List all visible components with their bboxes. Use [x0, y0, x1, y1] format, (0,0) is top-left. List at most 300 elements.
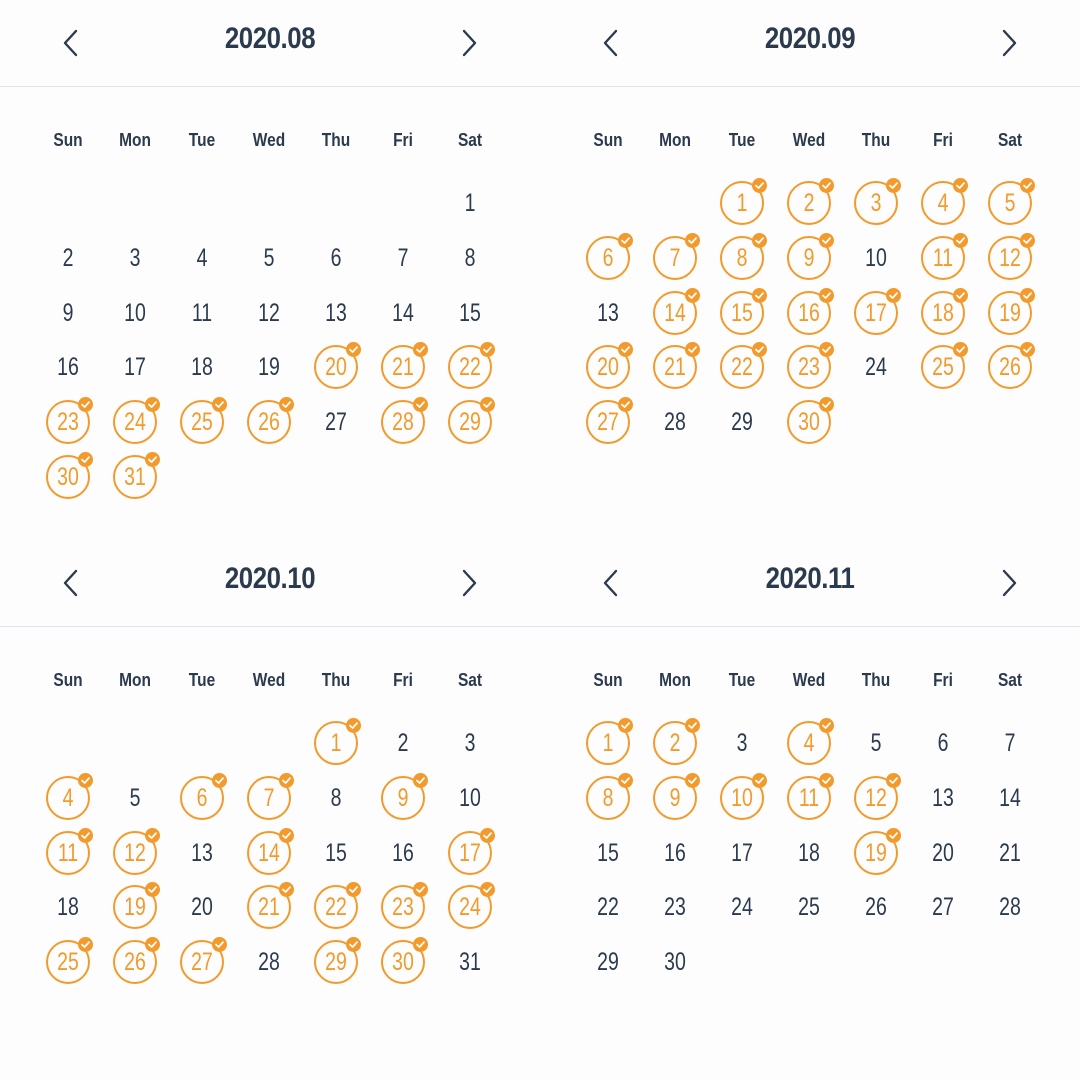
day-number: 27 [325, 408, 347, 437]
day-number: 11 [798, 783, 820, 812]
weekday-label: Tue [188, 670, 216, 690]
day-cell-checked[interactable] [314, 885, 358, 929]
day-number: 22 [325, 893, 347, 922]
day-number: 30 [392, 948, 414, 977]
day-cell[interactable] [653, 940, 697, 984]
day-number: 5 [263, 243, 275, 272]
day-number: 11 [191, 298, 213, 327]
day-number: 10 [865, 243, 887, 272]
day-cell-checked[interactable] [854, 291, 898, 335]
day-cell[interactable] [988, 776, 1032, 820]
day-cell-checked[interactable] [46, 940, 90, 984]
check-badge-icon [819, 288, 834, 303]
day-cell-checked[interactable] [381, 400, 425, 444]
day-cell-checked[interactable] [113, 885, 157, 929]
day-cell-checked[interactable] [314, 721, 358, 765]
day-cell[interactable] [113, 345, 157, 389]
day-number: 19 [124, 893, 146, 922]
check-badge-icon [819, 342, 834, 357]
day-number: 2 [803, 189, 815, 217]
check-badge-icon [212, 397, 227, 412]
day-number: 19 [999, 298, 1021, 327]
check-badge-icon [953, 233, 968, 248]
day-cell-checked[interactable] [586, 400, 630, 444]
day-cell[interactable] [247, 345, 291, 389]
day-cell[interactable] [180, 236, 224, 280]
weekday-label: Mon [119, 670, 151, 690]
day-cell-checked[interactable] [113, 940, 157, 984]
day-cell[interactable] [46, 885, 90, 929]
day-cell-checked[interactable] [448, 345, 492, 389]
weekday-label: Thu [321, 130, 351, 150]
day-cell-checked[interactable] [720, 776, 764, 820]
day-number: 23 [392, 893, 414, 922]
day-number: 23 [664, 893, 686, 922]
day-cell[interactable] [448, 776, 492, 820]
day-cell[interactable] [854, 345, 898, 389]
day-number: 24 [124, 408, 146, 437]
day-number: 20 [191, 893, 213, 922]
day-cell-checked[interactable] [448, 885, 492, 929]
day-number: 17 [459, 838, 481, 867]
check-badge-icon [953, 342, 968, 357]
day-number: 24 [459, 893, 481, 922]
day-number: 15 [731, 298, 753, 327]
day-cell-checked[interactable] [988, 236, 1032, 280]
day-cell-checked[interactable] [247, 885, 291, 929]
day-cell-checked[interactable] [247, 400, 291, 444]
day-number: 6 [196, 783, 208, 812]
day-number: 23 [57, 408, 79, 437]
check-badge-icon [480, 397, 495, 412]
day-cell-checked[interactable] [921, 345, 965, 389]
check-badge-icon [279, 828, 294, 843]
day-cell[interactable] [586, 940, 630, 984]
day-cell[interactable] [988, 831, 1032, 875]
check-badge-icon [145, 828, 160, 843]
day-number: 14 [392, 298, 414, 327]
day-number: 22 [459, 353, 481, 382]
check-badge-icon [279, 397, 294, 412]
day-cell[interactable] [113, 291, 157, 335]
check-badge-icon [752, 288, 767, 303]
day-number: 14 [664, 298, 686, 327]
day-number: 9 [803, 243, 815, 272]
day-number: 29 [597, 948, 619, 977]
day-number: 12 [999, 243, 1021, 272]
day-cell-checked[interactable] [586, 345, 630, 389]
weekday-label: Wed [252, 670, 286, 690]
day-cell-checked[interactable] [653, 236, 697, 280]
check-badge-icon [480, 828, 495, 843]
day-number: 9 [62, 298, 74, 327]
day-cell-checked[interactable] [314, 940, 358, 984]
check-badge-icon [618, 233, 633, 248]
weekday-label: Sat [997, 130, 1023, 150]
month-title: 2020.10 [224, 562, 316, 595]
day-number: 4 [803, 729, 815, 757]
day-number: 6 [602, 243, 614, 272]
day-cell-checked[interactable] [381, 940, 425, 984]
day-number: 28 [258, 948, 280, 977]
check-badge-icon [78, 828, 93, 843]
day-cell[interactable] [653, 831, 697, 875]
day-cell[interactable] [247, 291, 291, 335]
weekday-label: Sun [593, 670, 623, 690]
day-cell[interactable] [46, 291, 90, 335]
day-cell-checked[interactable] [787, 291, 831, 335]
weekday-label: Sat [997, 670, 1023, 690]
day-number: 1 [736, 189, 748, 217]
day-cell-checked[interactable] [988, 181, 1032, 225]
day-number: 21 [999, 838, 1021, 867]
day-cell[interactable] [787, 885, 831, 929]
day-cell[interactable] [113, 236, 157, 280]
month-calendar [0, 0, 540, 540]
day-cell[interactable] [921, 776, 965, 820]
day-cell[interactable] [448, 721, 492, 765]
check-badge-icon [618, 397, 633, 412]
day-cell[interactable] [381, 291, 425, 335]
day-number: 3 [129, 243, 141, 272]
day-number: 16 [392, 838, 414, 867]
check-badge-icon [346, 882, 361, 897]
day-cell-checked[interactable] [720, 181, 764, 225]
day-number: 30 [798, 408, 820, 437]
check-badge-icon [145, 397, 160, 412]
day-cell-checked[interactable] [988, 291, 1032, 335]
day-cell[interactable] [448, 940, 492, 984]
check-badge-icon [413, 342, 428, 357]
day-number: 9 [669, 783, 681, 812]
day-number: 25 [798, 893, 820, 922]
day-cell[interactable] [720, 885, 764, 929]
day-cell-checked[interactable] [46, 400, 90, 444]
day-cell-checked[interactable] [921, 236, 965, 280]
day-cell[interactable] [787, 831, 831, 875]
day-number: 12 [124, 838, 146, 867]
day-number: 16 [798, 298, 820, 327]
day-number: 25 [57, 948, 79, 977]
day-number: 2 [669, 729, 681, 757]
day-cell[interactable] [720, 721, 764, 765]
day-cell-checked[interactable] [314, 345, 358, 389]
day-cell[interactable] [653, 885, 697, 929]
day-number: 7 [397, 243, 409, 272]
day-cell[interactable] [247, 940, 291, 984]
month-title: 2020.08 [224, 22, 316, 55]
day-cell-checked[interactable] [113, 831, 157, 875]
day-number: 26 [258, 408, 280, 437]
day-cell[interactable] [46, 345, 90, 389]
day-number: 15 [597, 838, 619, 867]
day-cell-checked[interactable] [787, 181, 831, 225]
day-cell[interactable] [448, 236, 492, 280]
day-cell-checked[interactable] [113, 400, 157, 444]
check-badge-icon [819, 233, 834, 248]
day-cell[interactable] [921, 831, 965, 875]
check-badge-icon [413, 882, 428, 897]
day-cell[interactable] [314, 291, 358, 335]
day-cell-checked[interactable] [586, 721, 630, 765]
check-badge-icon [480, 342, 495, 357]
day-number: 12 [865, 783, 887, 812]
day-number: 8 [736, 243, 748, 272]
day-cell-checked[interactable] [854, 776, 898, 820]
day-cell[interactable] [381, 831, 425, 875]
day-number: 14 [258, 838, 280, 867]
day-cell[interactable] [653, 400, 697, 444]
day-number: 14 [999, 783, 1021, 812]
check-badge-icon [685, 342, 700, 357]
month-calendar [540, 540, 1080, 1080]
day-number: 3 [736, 729, 748, 757]
day-number: 16 [57, 353, 79, 382]
weekday-label: Mon [659, 670, 691, 690]
weekday-label: Thu [861, 670, 891, 690]
day-cell-checked[interactable] [653, 721, 697, 765]
day-cell-checked[interactable] [586, 776, 630, 820]
day-cell[interactable] [180, 291, 224, 335]
day-cell-checked[interactable] [720, 345, 764, 389]
day-cell[interactable] [314, 831, 358, 875]
day-cell-checked[interactable] [854, 181, 898, 225]
day-number: 27 [597, 408, 619, 437]
check-badge-icon [819, 178, 834, 193]
day-cell-checked[interactable] [787, 345, 831, 389]
weekday-label: Sat [457, 670, 483, 690]
check-badge-icon [346, 937, 361, 952]
check-badge-icon [480, 882, 495, 897]
day-cell[interactable] [180, 345, 224, 389]
day-grid [0, 0, 540, 540]
check-badge-icon [752, 773, 767, 788]
day-cell[interactable] [448, 291, 492, 335]
day-number: 20 [597, 353, 619, 382]
day-number: 8 [602, 783, 614, 812]
weekday-label: Sun [53, 670, 83, 690]
day-number: 31 [459, 948, 481, 977]
day-number: 15 [459, 298, 481, 327]
check-badge-icon [685, 718, 700, 733]
day-cell[interactable] [46, 236, 90, 280]
day-grid [540, 540, 1080, 1080]
day-number: 13 [325, 298, 347, 327]
check-badge-icon [1020, 288, 1035, 303]
day-cell[interactable] [586, 291, 630, 335]
day-cell-checked[interactable] [381, 776, 425, 820]
day-cell[interactable] [314, 400, 358, 444]
check-badge-icon [685, 233, 700, 248]
weekday-label: Thu [321, 670, 351, 690]
day-number: 5 [1004, 189, 1016, 217]
weekday-label: Sat [457, 130, 483, 150]
day-number: 17 [731, 838, 753, 867]
weekday-label: Fri [393, 670, 413, 690]
day-number: 13 [191, 838, 213, 867]
day-cell-checked[interactable] [381, 345, 425, 389]
check-badge-icon [1020, 233, 1035, 248]
check-badge-icon [78, 452, 93, 467]
day-cell[interactable] [180, 831, 224, 875]
check-badge-icon [685, 773, 700, 788]
day-cell-checked[interactable] [921, 291, 965, 335]
day-cell[interactable] [988, 721, 1032, 765]
check-badge-icon [618, 773, 633, 788]
day-number: 23 [798, 353, 820, 382]
day-cell-checked[interactable] [787, 721, 831, 765]
day-cell[interactable] [448, 181, 492, 225]
check-badge-icon [279, 773, 294, 788]
day-cell-checked[interactable] [921, 181, 965, 225]
day-cell[interactable] [720, 831, 764, 875]
day-number: 11 [932, 243, 954, 272]
day-number: 28 [664, 408, 686, 437]
day-cell[interactable] [854, 885, 898, 929]
day-cell-checked[interactable] [381, 885, 425, 929]
day-cell[interactable] [314, 236, 358, 280]
day-cell[interactable] [381, 721, 425, 765]
day-number: 8 [464, 243, 476, 272]
month-calendar [540, 0, 1080, 540]
day-cell[interactable] [586, 831, 630, 875]
check-badge-icon [413, 773, 428, 788]
day-number: 1 [330, 729, 342, 757]
check-badge-icon [886, 773, 901, 788]
weekday-label: Fri [933, 670, 953, 690]
day-cell-checked[interactable] [988, 345, 1032, 389]
day-number: 10 [459, 783, 481, 812]
day-cell[interactable] [180, 885, 224, 929]
day-cell-checked[interactable] [46, 831, 90, 875]
day-cell[interactable] [586, 885, 630, 929]
day-cell[interactable] [247, 236, 291, 280]
day-number: 22 [731, 353, 753, 382]
day-number: 27 [932, 893, 954, 922]
day-cell[interactable] [854, 236, 898, 280]
month-calendar [0, 540, 540, 1080]
check-badge-icon [752, 178, 767, 193]
day-number: 26 [999, 353, 1021, 382]
day-number: 4 [196, 243, 208, 272]
day-cell[interactable] [921, 885, 965, 929]
day-cell-checked[interactable] [448, 400, 492, 444]
day-cell-checked[interactable] [247, 831, 291, 875]
day-number: 6 [330, 243, 342, 272]
day-cell-checked[interactable] [113, 455, 157, 499]
day-cell-checked[interactable] [247, 776, 291, 820]
day-number: 10 [124, 298, 146, 327]
day-number: 20 [325, 353, 347, 382]
day-cell-checked[interactable] [653, 776, 697, 820]
day-number: 7 [1004, 729, 1016, 757]
day-number: 2 [62, 243, 74, 272]
day-number: 24 [731, 893, 753, 922]
day-number: 5 [870, 729, 882, 757]
day-cell[interactable] [113, 776, 157, 820]
check-badge-icon [1020, 342, 1035, 357]
day-cell-checked[interactable] [854, 831, 898, 875]
day-cell-checked[interactable] [46, 776, 90, 820]
day-number: 17 [865, 298, 887, 327]
day-number: 22 [597, 893, 619, 922]
day-cell-checked[interactable] [720, 291, 764, 335]
day-number: 30 [664, 948, 686, 977]
day-cell-checked[interactable] [787, 776, 831, 820]
day-grid [0, 540, 540, 1080]
day-number: 2 [397, 729, 409, 757]
day-cell[interactable] [854, 721, 898, 765]
day-number: 28 [999, 893, 1021, 922]
day-number: 24 [865, 353, 887, 382]
check-badge-icon [953, 288, 968, 303]
check-badge-icon [212, 773, 227, 788]
day-number: 13 [932, 783, 954, 812]
day-cell[interactable] [988, 885, 1032, 929]
check-badge-icon [78, 773, 93, 788]
day-number: 11 [57, 838, 79, 867]
day-number: 3 [464, 729, 476, 757]
weekday-label: Tue [188, 130, 216, 150]
day-cell-checked[interactable] [180, 400, 224, 444]
check-badge-icon [279, 882, 294, 897]
day-cell[interactable] [381, 236, 425, 280]
day-number: 18 [798, 838, 820, 867]
day-cell-checked[interactable] [46, 455, 90, 499]
weekday-label: Mon [119, 130, 151, 150]
month-title: 2020.09 [764, 22, 856, 55]
day-cell-checked[interactable] [653, 291, 697, 335]
day-number: 18 [57, 893, 79, 922]
day-cell[interactable] [921, 721, 965, 765]
day-cell-checked[interactable] [787, 236, 831, 280]
check-badge-icon [819, 397, 834, 412]
check-badge-icon [78, 937, 93, 952]
day-number: 5 [129, 783, 141, 812]
check-badge-icon [886, 178, 901, 193]
day-cell-checked[interactable] [653, 345, 697, 389]
day-number: 13 [597, 298, 619, 327]
day-number: 10 [731, 783, 753, 812]
day-cell-checked[interactable] [448, 831, 492, 875]
weekday-label: Wed [792, 670, 826, 690]
day-number: 25 [932, 353, 954, 382]
day-cell[interactable] [314, 776, 358, 820]
day-cell[interactable] [720, 400, 764, 444]
check-badge-icon [413, 937, 428, 952]
day-number: 19 [865, 838, 887, 867]
day-number: 21 [664, 353, 686, 382]
check-badge-icon [78, 397, 93, 412]
check-badge-icon [346, 342, 361, 357]
day-cell-checked[interactable] [180, 776, 224, 820]
day-cell-checked[interactable] [720, 236, 764, 280]
check-badge-icon [618, 342, 633, 357]
day-number: 18 [191, 353, 213, 382]
day-cell-checked[interactable] [787, 400, 831, 444]
check-badge-icon [1020, 178, 1035, 193]
day-cell-checked[interactable] [586, 236, 630, 280]
check-badge-icon [886, 288, 901, 303]
day-number: 6 [937, 729, 949, 757]
check-badge-icon [618, 718, 633, 733]
day-grid [540, 0, 1080, 540]
day-number: 17 [124, 353, 146, 382]
day-number: 28 [392, 408, 414, 437]
day-cell-checked[interactable] [180, 940, 224, 984]
day-number: 25 [191, 408, 213, 437]
day-number: 20 [932, 838, 954, 867]
